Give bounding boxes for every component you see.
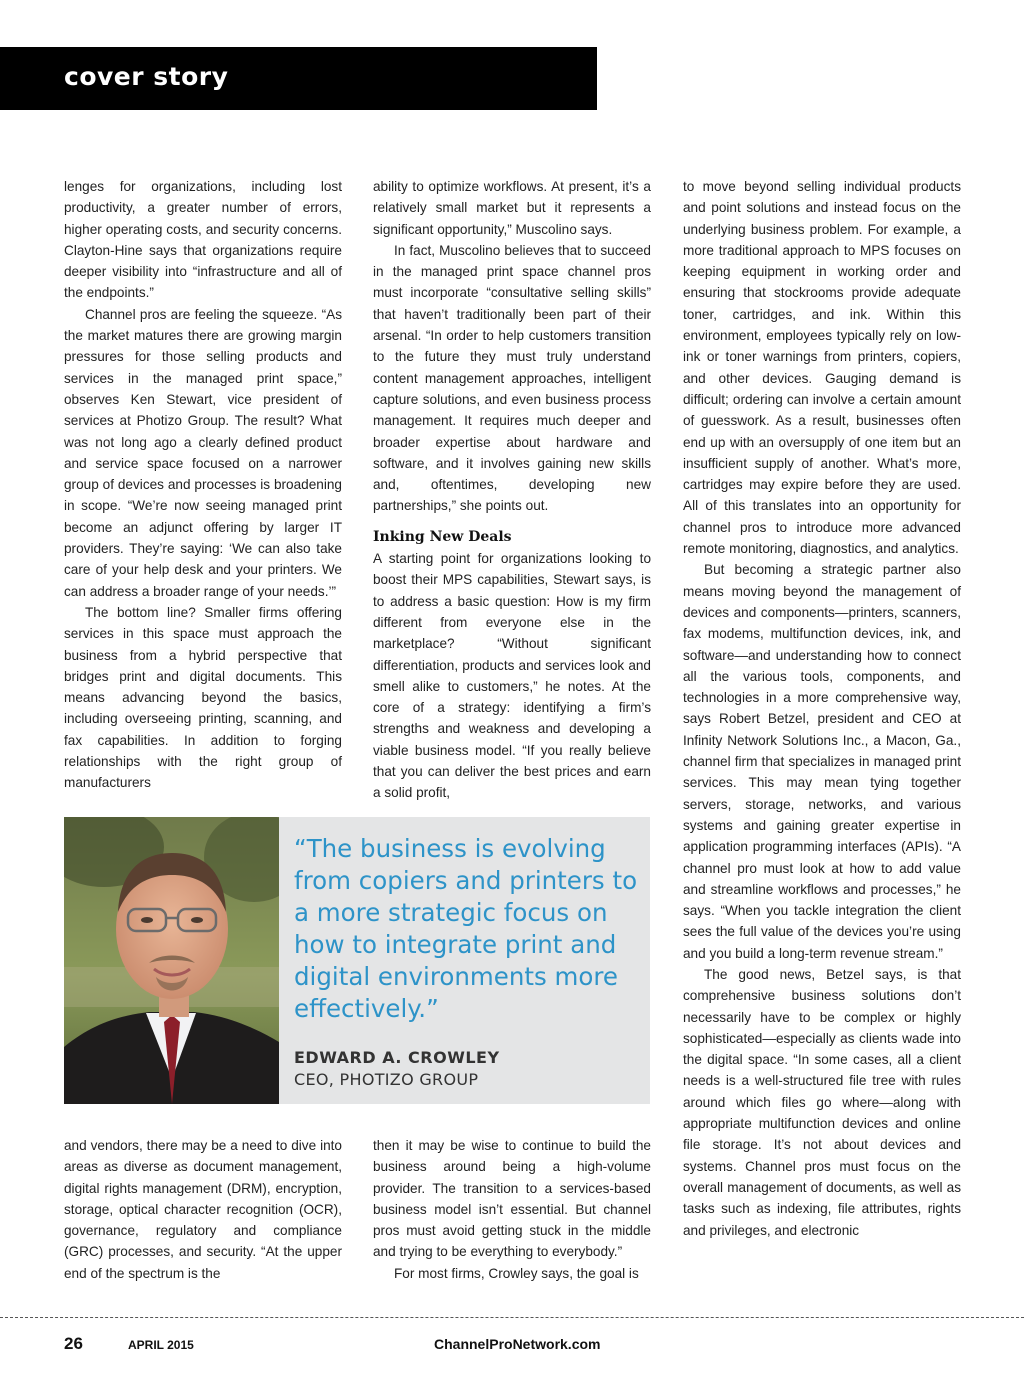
paragraph: Channel pros are feeling the squeeze. “As the market matures there are growing margin pressures for those selling products and services in the managed print space,” observes Ken Stewart, vice president of services at Photizo Group. The result? What was not long ago a clearly defined product and service space focused on a narrower group of devices and processes is broadening in scope. “We’re now seeing managed print become an adjunct offering by larger IT providers. They’re saying: ‘We can also take care of your help desk and your printers. We can address a broader range of your needs.’” [64, 306, 342, 599]
paragraph: But becoming a strategic partner also means moving beyond the management of devices and components—printers, scanners, fax modems, multifunction devices, ink, and software—and understanding how to connect all the various tools, components, and technologies in a more comprehensive way, says Robert Betzel, president and CEO at Infinity Network Solutions Inc., a Macon, Ga., channel firm that specializes in managed print services. This may mean tying together servers, storage, networks, and various systems and gaining greater expertise in application programming interfaces (APIs). “A channel pro must look at how to add value and streamline workflows and processes,” he says. “When you tackle integration the client sees the full value of the devices you’re using and you build a long-term revenue stream.” [683, 562, 961, 961]
section-heading: Inking New Deals [373, 528, 512, 545]
article-column-1-continued [64, 1135, 342, 1284]
article-column-1 [64, 176, 342, 794]
pull-quote-title: CEO, PHOTIZO GROUP [294, 1070, 479, 1089]
pull-quote-name: EDWARD A. CROWLEY [294, 1048, 500, 1067]
issue-date: APRIL 2015 [128, 1338, 194, 1352]
article-column-2 [373, 176, 651, 804]
paragraph: A starting point for organizations looking to boost their MPS capabilities, Stewart says, is to address a basic question: How is my firm different from everyone else in the marketplace? “Without significant differentiation, products and services look and smell alike to customers,” he notes. At the core of a strategy: identifying a firm’s strengths and weakness and developing a viable business model. “If you really believe that you can deliver the best prices and earn a solid profit, [373, 551, 651, 801]
paragraph: The good news, Betzel says, is that comprehensive business solutions don’t necessarily have to be complex or highly sophisticated—especially as clients wade into the digital space. “In some cases, all a client needs is a well-structured file tree with rules around which files go where—along with appropriate multifunction devices and online file storage. It’s not about devices and systems. Channel pros must focus on the overall management of documents, as well as tasks such as indexing, file attributes, rights and privileges, and electronic [683, 966, 961, 1238]
paragraph: The bottom line? Smaller firms offering services in this space must approach the business from a hybrid perspective that bridges print and digital documents. This means advancing beyond the basics, including overseeing printing, scanning, and fax capabilities. In addition to forging relationships with the right group of manufacturers [64, 604, 342, 791]
website-url: ChannelProNetwork.com [434, 1336, 601, 1352]
paragraph: For most firms, Crowley says, the goal is [394, 1265, 639, 1281]
paragraph: In fact, Muscolino believes that to succeed in the managed print space channel pros must incorporate “consultative selling skills” that haven’t traditionally been part of their arsenal. “In order to help customers transition to the future they must truly understand content management approaches, intelligent capture solutions, and even business process management. It requires much deeper and broader expertise about hardware and software, and it involves gaining new skills and, oftentimes, developing new partnerships,” she points out. [373, 242, 651, 514]
paragraph: and vendors, there may be a need to dive into areas as diverse as document management, digital rights management (DRM), encryption, storage, optical character recognition (OCR), governance, regulatory and compliance (GRC) processes, and security. “At the upper end of the spectrum is the [64, 1138, 342, 1281]
article-column-2-continued [373, 1135, 651, 1284]
pull-quote-callout [64, 817, 650, 1104]
footer-divider [0, 1317, 1024, 1318]
page-number: 26 [64, 1334, 83, 1353]
paragraph: to move beyond selling individual products and point solutions and instead focus on the underlying business problem. For example, a more traditional approach to MPS focuses on keeping equipment in working order and ensuring that stockrooms provide adequate toner, cartridges, and ink. Within this environment, employees typically rely on low-ink or toner warnings from printers, copiers, and other devices. Gauging demand is difficult; ordering can involve a certain amount of guesswork. As a result, businesses often end up with an oversupply of one item but an insufficient supply of another. What’s more, cartridges may expire before they are used. All of this translates into an opportunity for channel pros to introduce more advanced remote monitoring, diagnostics, and analytics. [683, 179, 961, 557]
section-banner-title: cover story [64, 62, 229, 91]
article-column-3 [683, 176, 961, 1241]
paragraph: then it may be wise to continue to build the business around being a high-volume provider. The transition to a services-based business model isn’t essential. But channel pros must avoid getting stuck in the middle and trying to be everything to everybody.” [373, 1138, 651, 1260]
portrait-photo [64, 817, 279, 1104]
pull-quote-text: “The business is evolving from copiers and printers to a more strategic focus on how to integrate print and digital environments more effectively.” [294, 834, 638, 1023]
paragraph: lenges for organizations, including lost productivity, a greater number of errors, higher operating costs, and security concerns. Clayton-Hine says that organizations require deeper visibility into “infrastructure and all of the endpoints.” [64, 179, 342, 301]
paragraph: ability to optimize workflows. At present, it’s a relatively small market but it represents a significant opportunity,” Muscolino says. [373, 179, 651, 237]
